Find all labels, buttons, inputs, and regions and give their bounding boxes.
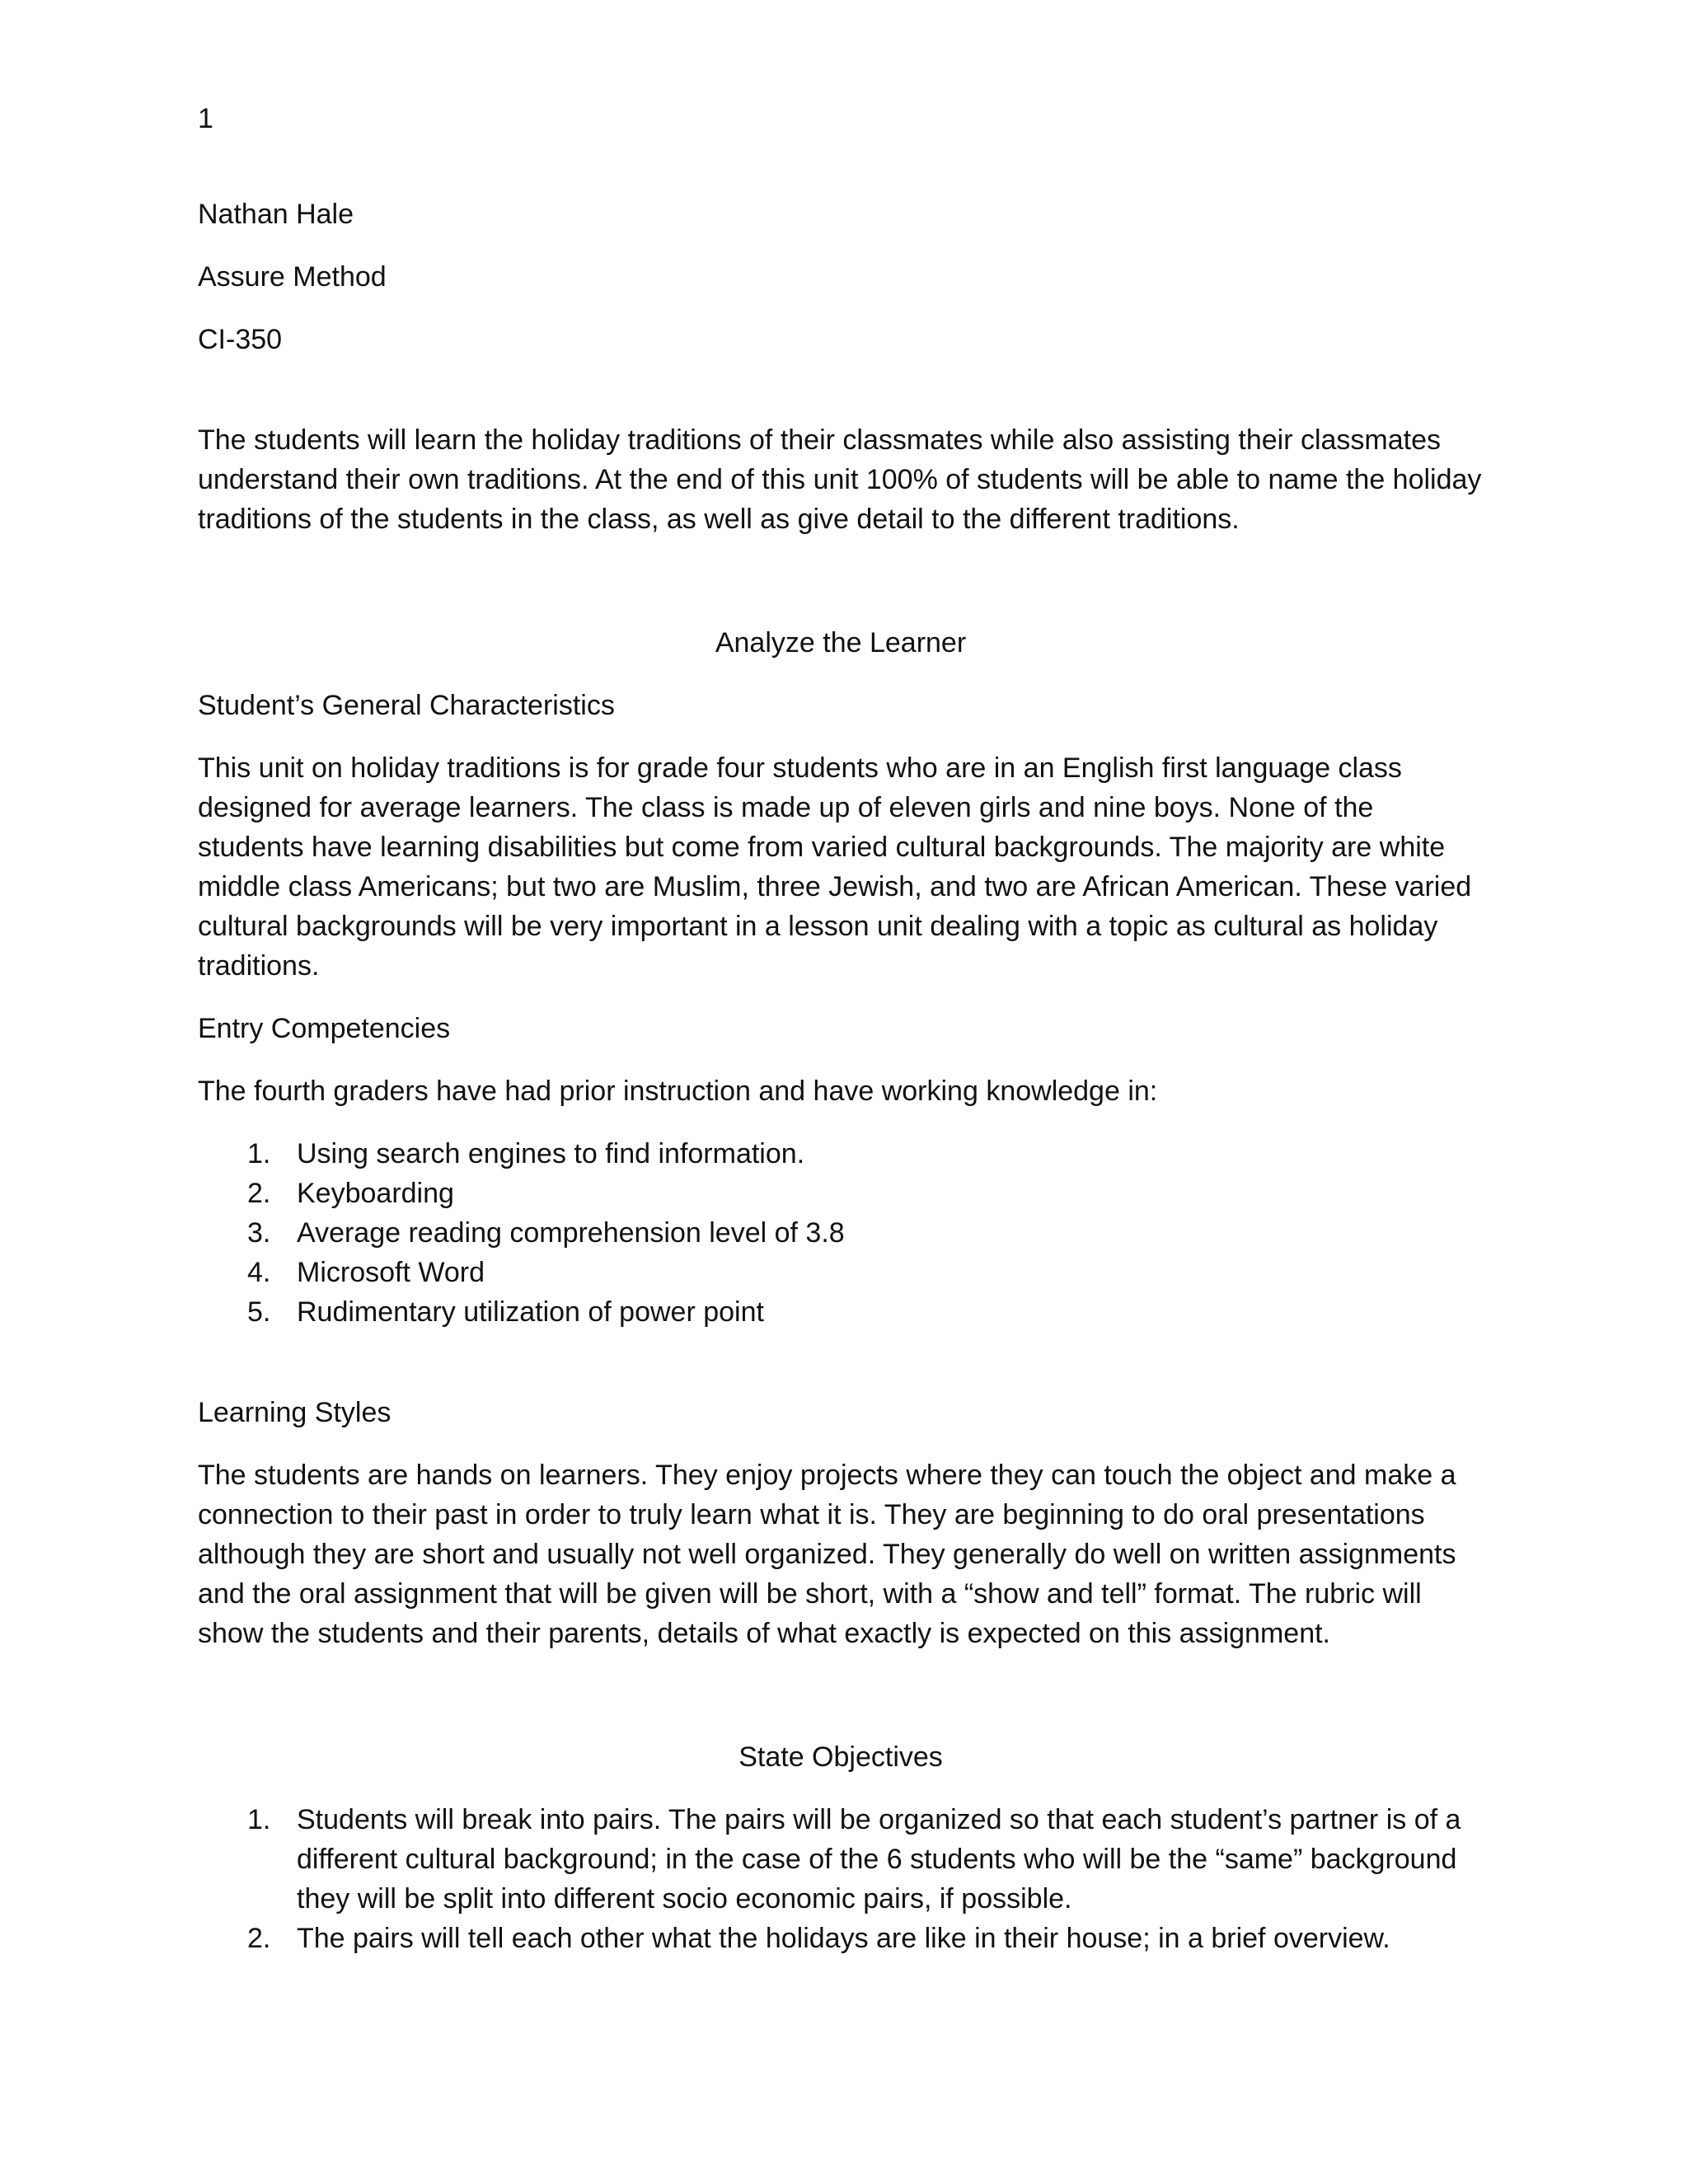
list-item-text: Microsoft Word: [297, 1257, 485, 1288]
page-number: 1: [198, 103, 213, 134]
list-item-text: Rudimentary utilization of power point: [297, 1296, 764, 1328]
spacer: [198, 1355, 1484, 1393]
course-code: CI-350: [198, 324, 283, 355]
method-name: Assure Method: [198, 261, 387, 293]
list-item-text: Average reading comprehension level of 3.8: [297, 1217, 845, 1249]
spacer: [198, 1676, 1484, 1737]
entry-competencies-list: [198, 1134, 1484, 1332]
list-item: [198, 1174, 1484, 1213]
list-item: [198, 1919, 1484, 1958]
section-title-analyze: Analyze the Learner: [715, 627, 967, 658]
spacer: [198, 562, 1484, 623]
list-item-number: 4.: [247, 1257, 271, 1288]
list-item: [198, 1800, 1484, 1919]
subheading-learning-styles: Learning Styles: [198, 1397, 392, 1428]
entry-competencies-intro: The fourth graders have had prior instruction and have working knowledge in:: [198, 1076, 1158, 1107]
list-item-number: 1.: [247, 1138, 271, 1169]
list-item-text: Using search engines to find information.: [297, 1138, 805, 1169]
list-item-text: Keyboarding: [297, 1178, 454, 1209]
list-item-number: 3.: [247, 1217, 271, 1249]
spacer: [198, 359, 1484, 420]
objectives-list: [198, 1800, 1484, 1958]
intro-paragraph: The students will learn the holiday traditions of their classmates while also assisting their classmates understand their own traditions. At the end of this unit 100% of students will be able to name the holiday traditions of the students in the class, as well as give detail to the different traditions.: [198, 424, 1482, 535]
learning-styles-paragraph: The students are hands on learners. They enjoy projects where they can touch the object and make a connection to their past in order to truly learn what it is. They are beginning to do oral presentations although they are short and usually not well organized. They generally do well on written assignments and the oral assignment that will be given will be short, with a “show and tell” format. The rubric will show the students and their parents, details of what exactly is expected on this assignment.: [198, 1460, 1456, 1649]
list-item-text: Students will break into pairs. The pairs will be organized so that each student’s partner is of a different cultural background; in the case of the 6 students who will be the “same” background they will be split into different socio economic pairs, if possible.: [297, 1804, 1461, 1915]
author-name: Nathan Hale: [198, 199, 354, 230]
general-characteristics-paragraph: This unit on holiday traditions is for grade four students who are in an English first language class designed for average learners. The class is made up of eleven girls and nine boys. None of the students have learning disabilities but come from varied cultural backgrounds. The majority are white middle class Americans; but two are Muslim, three Jewish, and two are African American. These varied cultural backgrounds will be very important in a lesson unit dealing with a topic as cultural as holiday traditions.: [198, 752, 1472, 982]
section-title-objectives: State Objectives: [738, 1741, 943, 1773]
list-item-number: 5.: [247, 1296, 271, 1328]
list-item: [198, 1134, 1484, 1174]
list-item: [198, 1292, 1484, 1332]
list-item: [198, 1253, 1484, 1292]
list-item-number: 2.: [247, 1923, 271, 1954]
subheading-general-characteristics: Student’s General Characteristics: [198, 690, 615, 721]
list-item-text: The pairs will tell each other what the holidays are like in their house; in a brief overview.: [297, 1923, 1390, 1954]
subheading-entry-competencies: Entry Competencies: [198, 1013, 451, 1044]
list-item-number: 2.: [247, 1178, 271, 1209]
list-item-number: 1.: [247, 1804, 271, 1835]
list-item: [198, 1213, 1484, 1253]
document-content: [198, 99, 1484, 1981]
